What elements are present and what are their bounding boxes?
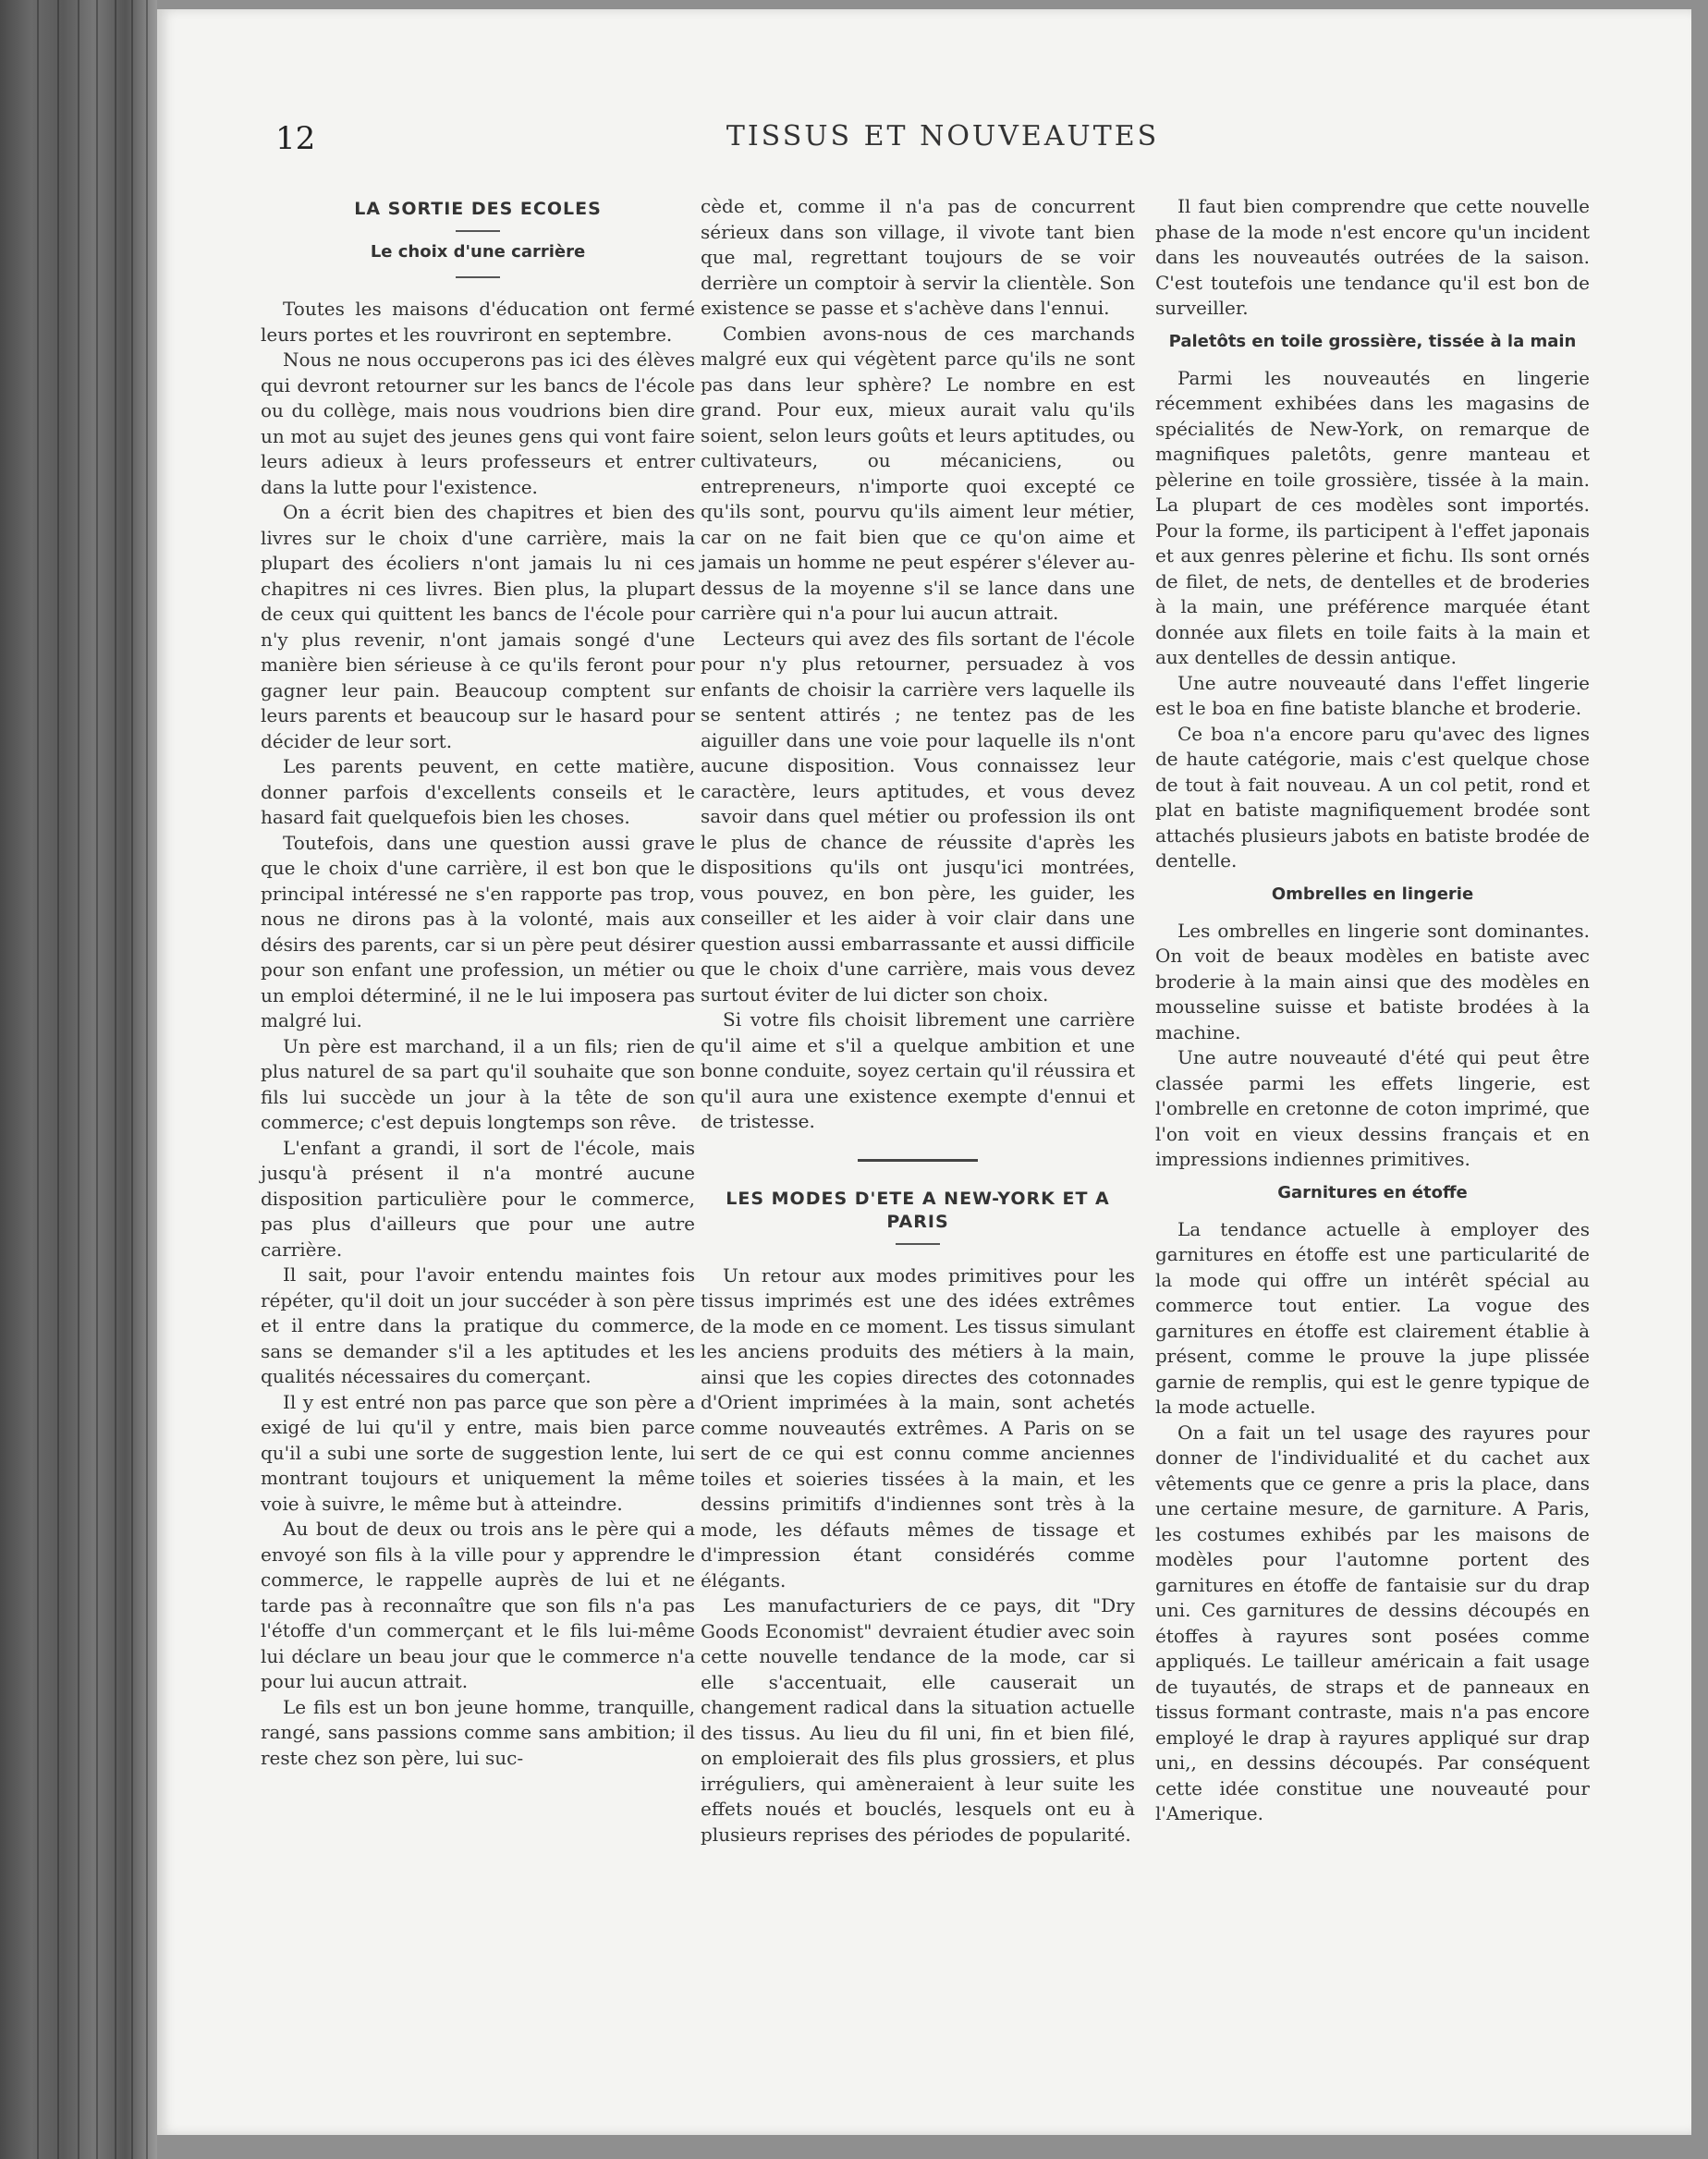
paragraph: L'enfant a grandi, il sort de l'école, mais jusqu'à présent il n'a montré aucune disposition particulière pour le commerce, pas plus d'ailleurs que pour une autre carrière. (261, 1136, 695, 1261)
paragraph: Les parents peuvent, en cette matière, donner parfois d'excellents conseils et le hasard fait quelquefois bien les choses. (261, 755, 695, 828)
page-number: 12 (275, 120, 316, 157)
paragraph: La tendance actuelle à employer des garnitures en étoffe est une particularité de la mode qui offre un intérêt spécial au commerce tout entier. La vogue des garnitures en étoffe est clairement établie à présent, comme le prouve la jupe plissée garnie de remplis, qui est le genre typique de la mode actuelle. (1155, 1217, 1590, 1418)
paragraph: Toutes les maisons d'éducation ont fermé leurs portes et les rouvriront en septembre. (261, 298, 695, 346)
divider (456, 276, 500, 278)
paragraph: Une autre nouveauté dans l'effet lingerie est le boa en fine batiste blanche et broderie. (1155, 671, 1590, 719)
book-binding-edge (0, 0, 157, 2159)
article-2-title: LES MODES D'ETE A NEW-YORK ET A PARIS (726, 1188, 1110, 1232)
paragraph: Il y est entré non pas parce que son père a exigé de lui qu'il y entre, mais bien parce qu'il a subi une sorte de suggestion lente, lui montrant toujours et uniquement la même voie à suivre, le même but à atteindre. (261, 1390, 695, 1515)
column-3 (1155, 194, 1590, 1827)
paragraph: Toutefois, dans une question aussi grave que le choix d'une carrière, il est bon que le principal intéressé ne s'en rapporte pas trop, nous ne dirons pas à la volonté, mais aux désirs des parents, car si un père peut désirer pour son enfant une profession, un métier ou un emploi déterminé, il ne le lui imposera pas malgré lui. (261, 831, 695, 1031)
paragraph: Un retour aux modes primitives pour les tissus imprimés est une des idées extrêmes de la mode en ce moment. Les tissus simulant les anciens produits des métiers à la main, ainsi que les copies directes des cotonnades d'Orient imprimées à la main, sont achetés comme nouveautés extrêmes. A Paris on se sert de ce qui est connu comme anciennes toiles et soieries tissées à la main, et les dessins primitifs d'indiennes sont très à la mode, les défauts mêmes de tissage et d'impression étant considérés comme élégants. (701, 1263, 1135, 1592)
section-title: Paletôts en toile grossière, tissée à la main (1168, 331, 1577, 351)
running-title: TISSUS ET NOUVEAUTES (726, 120, 1160, 152)
section-title: Garnitures en étoffe (1277, 1182, 1468, 1202)
article-1-subtitle: Le choix d'une carrière (370, 242, 586, 262)
paragraph: Une autre nouveauté d'été qui peut être classée parmi les effets lingerie, est l'ombrelle en cretonne de coton imprimé, que l'on voit en vieux dessins français et en impressions indiennes primitives. (1155, 1046, 1590, 1170)
paragraph: On a fait un tel usage des rayures pour donner de l'individualité et du cachet aux vêtements que ce genre a pris la place, dans une certaine mesure, de garniture. A Paris, les costumes exhibés par les maisons de modèles pour l'automne portent des garnitures en étoffe de fantaisie sur du drap uni. Ces garnitures de dessins découpés en étoffes à rayures sont posées comme appliqués. Le tailleur américain a fait usage de tuyautés, de straps et de panneaux en tissus formant contraste, mais n'a pas encore employé le drap à rayures appliqué sur drap uni,, en dessins découpés. Par conséquent cette idée constitue une nouveauté pour l'Amerique. (1155, 1421, 1590, 1824)
page-header (157, 120, 1691, 176)
article-1-title: LA SORTIE DES ECOLES (354, 199, 602, 219)
paragraph: Si votre fils choisit librement une carrière qu'il aime et s'il a quelque ambition et une bonne conduite, soyez certain qu'il réussira et qu'il aura une existence exempte d'ennui et de tristesse. (701, 1008, 1135, 1132)
section-title: Ombrelles en lingerie (1271, 884, 1474, 904)
column-1 (261, 194, 695, 1771)
paragraph: Il sait, pour l'avoir entendu maintes fois répéter, qu'il doit un jour succéder à son père et il entre dans la pratique du commerce, sans se demander s'il a les aptitudes et les qualités nécessaires du comerçant. (261, 1263, 695, 1387)
divider (456, 230, 500, 232)
paragraph: Ce boa n'a encore paru qu'avec des lignes de haute catégorie, mais c'est quelque chose de tout à fait nouveau. A un col petit, rond et plat en batiste magnifiquement brodée sont attachés plusieurs jabots en batiste brodée de dentelle. (1155, 722, 1590, 872)
article-separator (858, 1159, 978, 1162)
paragraph: Il faut bien comprendre que cette nouvelle phase de la mode n'est encore qu'un incident dans les nouveautés outrées de la saison. C'est toutefois une tendance qu'il est bon de surveiller. (1155, 195, 1590, 319)
paragraph: On a écrit bien des chapitres et bien des livres sur le choix d'une carrière, mais la plupart des écoliers n'ont jamais lu ni ces chapitres ni ces livres. Bien plus, la plupart de ceux qui quittent les bancs de l'école pour n'y plus revenir, n'ont jamais songé d'une manière bien sérieuse à ce qu'ils feront pour gagner leur pain. Beaucoup comptent sur leurs parents et beaucoup sur le hasard pour décider de leur sort. (261, 501, 695, 752)
paragraph: cède et, comme il n'a pas de concurrent sérieux dans son village, il vivote tant bien que mal, regrettant toujours de se voir derrière un comptoir à servir la clientèle. Son existence se passe et s'achève dans l'ennui. (701, 195, 1135, 319)
paragraph: Un père est marchand, il a un fils; rien de plus naturel de sa part qu'il souhaite que son fils lui succède un jour à la tête de son commerce; c'est depuis longtemps son rêve. (261, 1034, 695, 1133)
column-2 (701, 194, 1135, 1848)
paragraph: Parmi les nouveautés en lingerie récemment exhibées dans les magasins de spécialités de New-York, on remarque de magnifiques paletôts, genre manteau et pèlerine en toile grossière, tissée à la main. La plupart de ces modèles sont importés. Pour la forme, ils participent à l'effet japonais et aux genres pèlerine et fichu. Ils sont ornés de filet, de nets, de dentelles et de broderies à la main, une préférence marquée étant donnée aux filets en toile faits à la main et aux dentelles de dessin antique. (1155, 366, 1590, 668)
paragraph: Le fils est un bon jeune homme, tranquille, rangé, sans passions comme sans ambition; il reste chez son père, lui suc- (261, 1695, 695, 1769)
paragraph: Les ombrelles en lingerie sont dominantes. On voit de beaux modèles en batiste avec broderie à la main ainsi que des modèles en mousseline suisse et batiste brodées à la machine. (1155, 919, 1590, 1043)
divider (896, 1243, 940, 1245)
paragraph: Au bout de deux ou trois ans le père qui a envoyé son fils à la ville pour y apprendre le commerce, le rappelle auprès de lui et ne tarde pas à reconnaître que son fils n'a pas l'étoffe d'un commerçant et le fils lui-même lui déclare un beau jour que le commerce n'a pour lui aucun attrait. (261, 1518, 695, 1692)
paragraph: Lecteurs qui avez des fils sortant de l'école pour n'y plus retourner, persuadez à vos enfants de choisir la carrière vers laquelle ils se sentent attirés ; ne tentez pas de les aiguiller dans une voie pour laquelle ils n'ont aucune disposition. Vous connaissez leur caractère, leurs aptitudes, et vous devez savoir dans quel métier ou profession ils ont le plus de chance de réussite d'après les dispositions qu'ils ont jusqu'ici montrées, vous pouvez, en bon père, les guider, les conseiller et les aider à voir clair dans une question aussi embarrassante et aussi difficile que le choix d'une carrière, mais vous devez surtout éviter de lui dicter son choix. (701, 627, 1135, 1006)
page (157, 9, 1691, 2135)
paragraph: Nous ne nous occuperons pas ici des élèves qui devront retourner sur les bancs de l'école ou du collège, mais nous voudrions bien dire un mot au sujet des jeunes gens qui vont faire leurs adieux à leurs professeurs et entrer dans la lutte pour l'existence. (261, 348, 695, 498)
paragraph: Les manufacturiers de ce pays, dit "Dry Goods Economist" devraient étudier avec soin cette nouvelle tendance de la mode, car si elle s'accentuait, elle causerait un changement radical dans la situation actuelle des tissus. Au lieu du fil uni, fin et bien filé, on emploierait des fils plus grossiers, et plus irréguliers, qui amèneraient à leur suite les effets noués et bouclés, lesquels ont eu à plusieurs reprises des périodes de popularité. (701, 1594, 1135, 1846)
paragraph: Combien avons-nous de ces marchands malgré eux qui végètent parce qu'ils ne sont pas dans leur sphère? Le nombre en est grand. Pour eux, mieux aurait valu qu'ils soient, selon leurs goûts et leurs aptitudes, ou cultivateurs, ou mécaniciens, ou entrepreneurs, n'importe quoi excepté ce qu'ils sont, pourvu qu'ils aiment leur métier, car on ne fait bien que ce qu'on aime et jamais un homme ne peut espérer s'élever au-dessus de la moyenne s'il se lance dans une carrière qui n'a pour lui aucun attrait. (701, 322, 1135, 624)
